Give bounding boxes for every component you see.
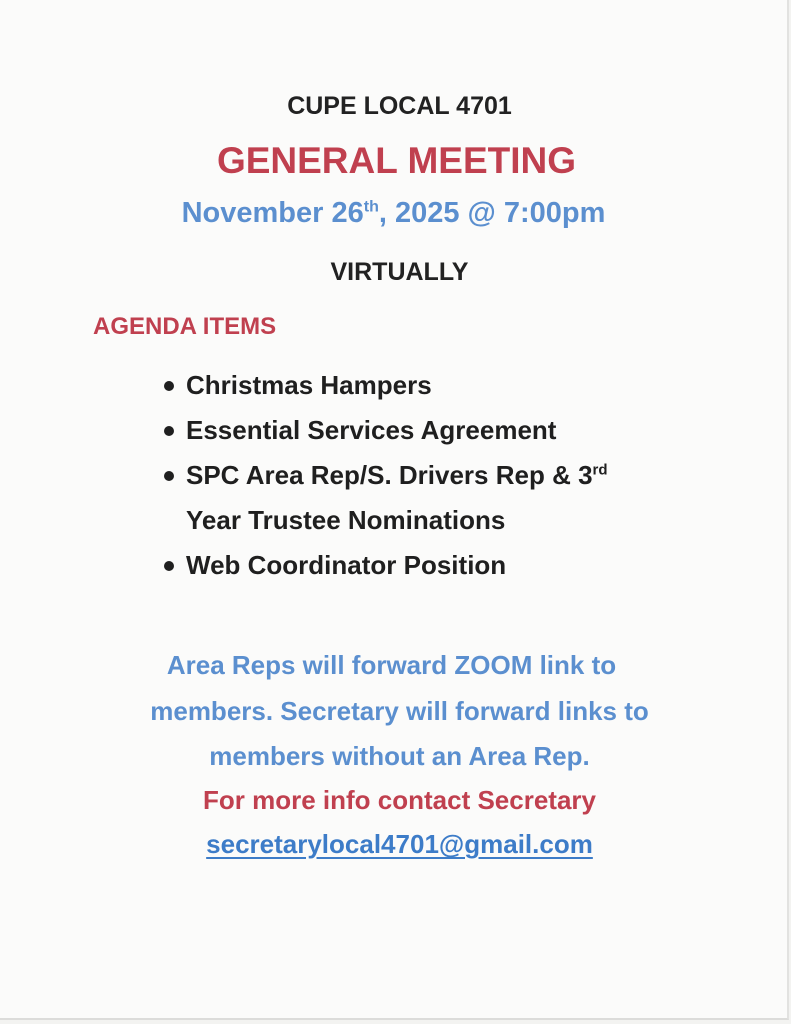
agenda-list: [162, 363, 608, 588]
date-day: November 26: [181, 197, 364, 229]
bullet-icon: [164, 561, 174, 571]
agenda-item: [162, 453, 608, 543]
agenda-item-text: Web Coordinator Position: [186, 550, 507, 580]
agenda-heading: AGENDA ITEMS: [93, 313, 277, 340]
bullet-icon: [164, 426, 174, 436]
agenda-item: [162, 363, 608, 408]
email-line: [6, 829, 791, 860]
info-line-3: members without an Area Rep.: [209, 741, 590, 771]
agenda-item: [162, 543, 608, 588]
date-suffix: th: [363, 198, 379, 216]
agenda-item-suffix: rd: [592, 461, 608, 479]
meeting-mode: VIRTUALLY: [330, 258, 469, 286]
agenda-item-text: Essential Services Agreement: [186, 415, 557, 445]
meeting-date: [0, 197, 787, 230]
agenda-item-text-continued: Year Trustee Nominations: [186, 505, 506, 535]
info-line-1: Area Reps will forward ZOOM link to: [166, 650, 617, 680]
meeting-title: GENERAL MEETING: [216, 140, 577, 181]
bullet-icon: [164, 471, 174, 481]
contact-line: For more info contact Secretary: [203, 785, 596, 815]
agenda-item: [162, 408, 608, 453]
agenda-item-text: Christmas Hampers: [186, 370, 432, 400]
email-link[interactable]: secretarylocal4701@gmail.com: [206, 829, 593, 859]
date-time: , 2025 @ 7:00pm: [378, 197, 606, 229]
bullet-icon: [164, 381, 174, 391]
agenda-item-text: SPC Area Rep/S. Drivers Rep & 3: [186, 460, 593, 490]
org-name: CUPE LOCAL 4701: [287, 92, 512, 120]
info-line-2: members. Secretary will forward links to: [150, 696, 649, 726]
